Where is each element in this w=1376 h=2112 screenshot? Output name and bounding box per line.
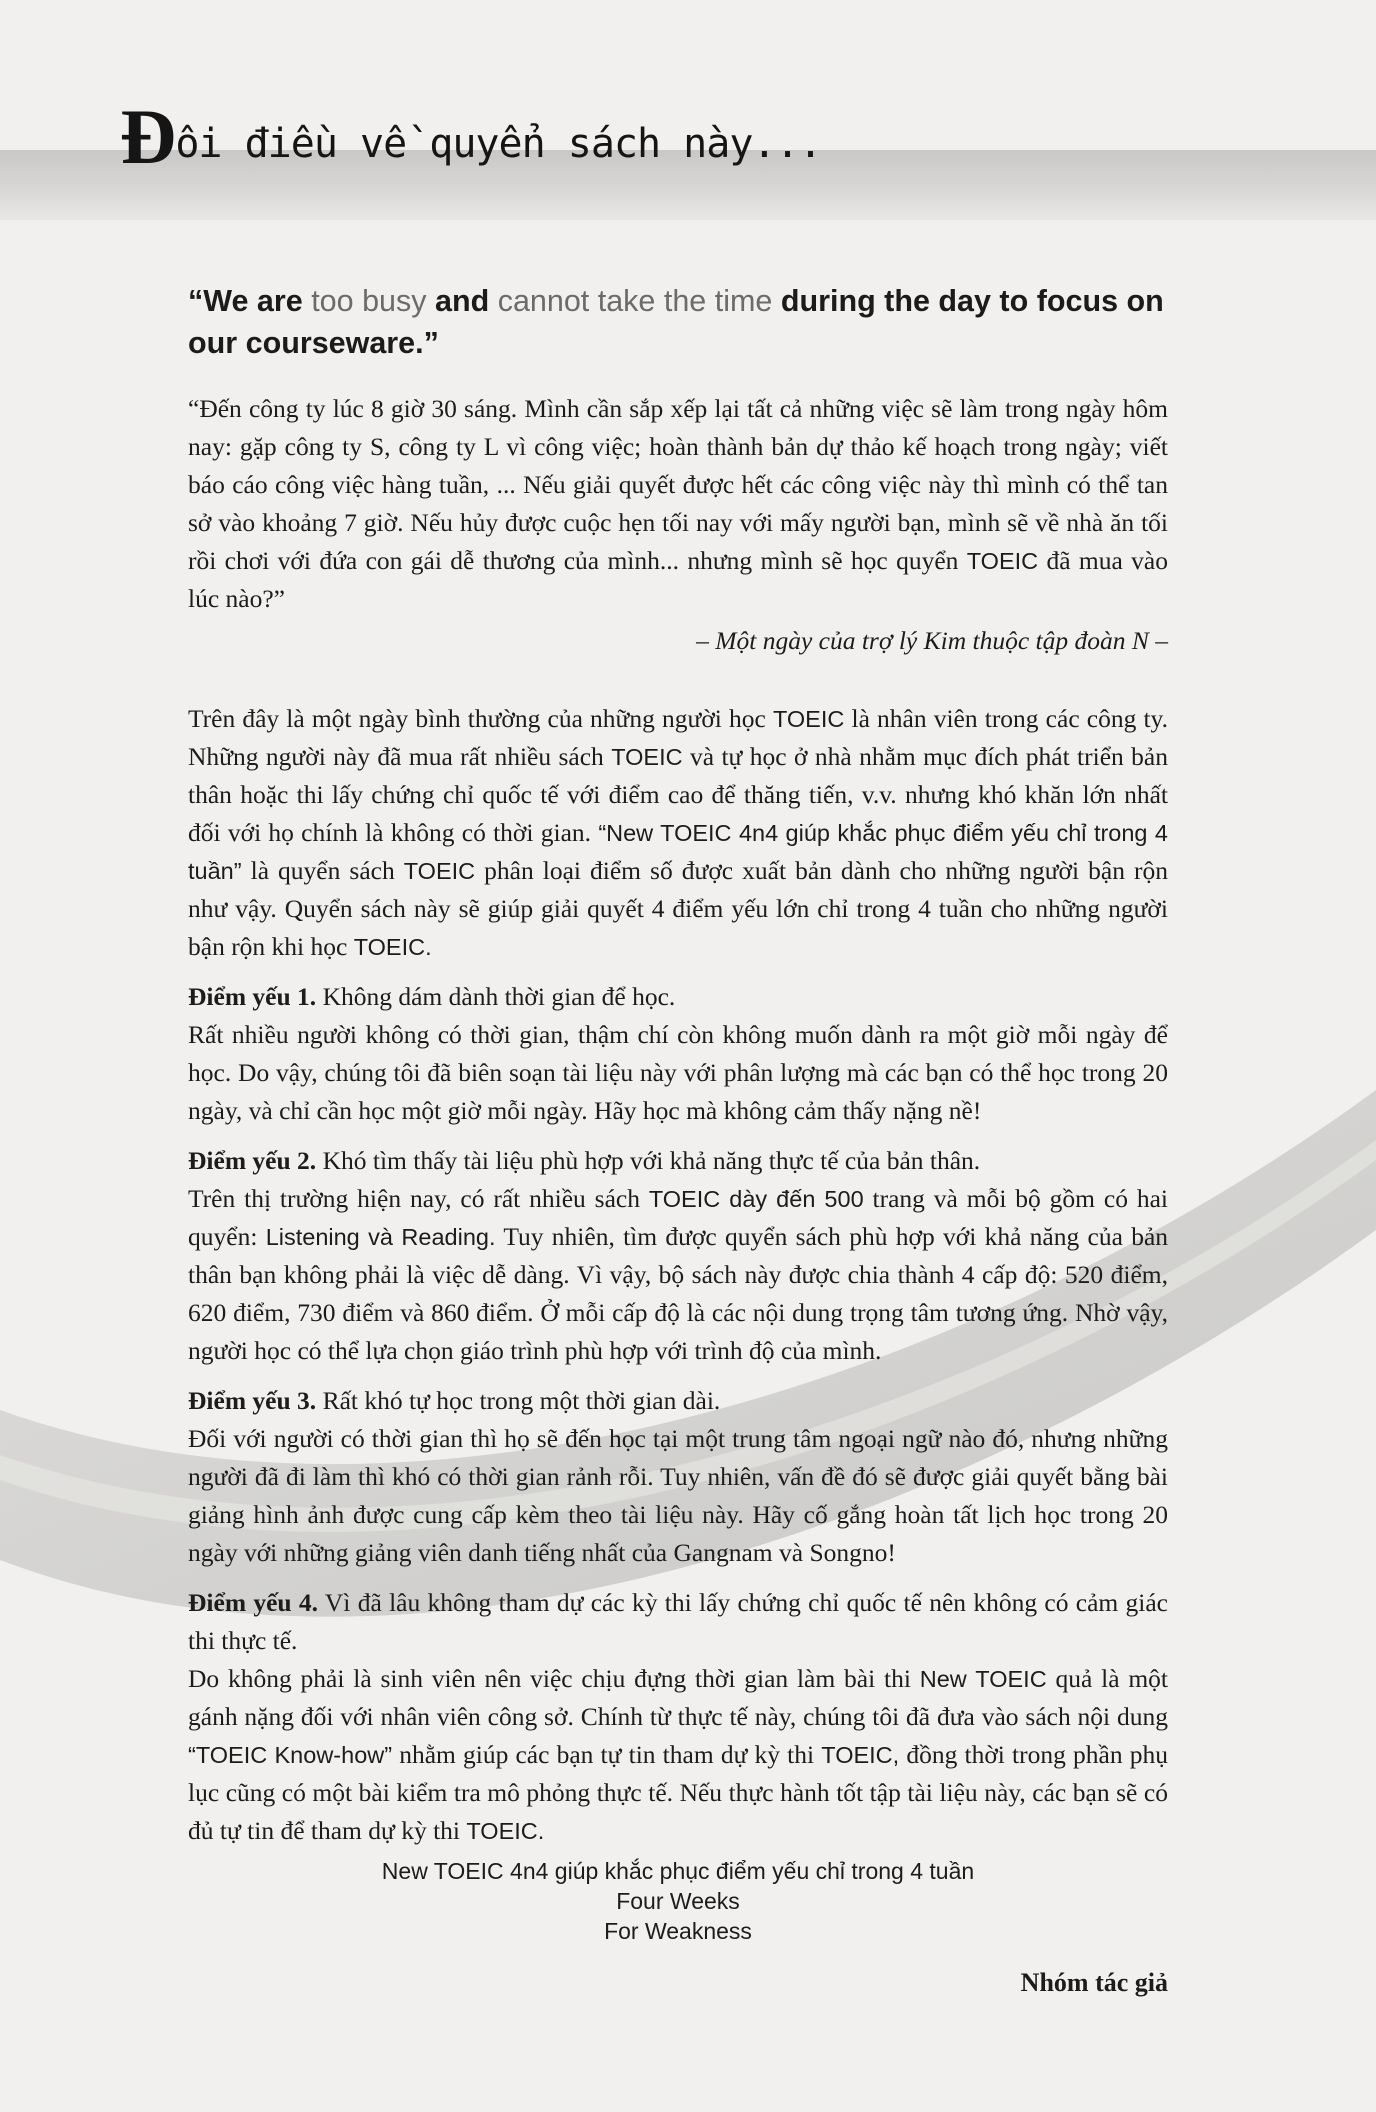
brand-text: TOEIC dày đến 500 [648,1186,864,1212]
weakness-subtitle: Không dám dành thời gian để học. [316,982,676,1011]
weakness-body: Đối với người có thời gian thì họ sẽ đến học tại một trung tâm ngoại ngữ nào đó, nhưng những người đã đi làm thì khó có thời gian rảnh rỗi. Tuy nhiên, vấn đề đó sẽ được giải quyết bằng bài giảng hình ảnh được cung cấp kèm theo tài liệu này. Hãy cố gắng hoàn tất lịch học trong 20 ngày với những giảng viên danh tiếng nhất của Gangnam và Songno! [188,1424,1168,1567]
brand-text: TOEIC. [466,1818,545,1844]
brand-text: TOEIC [966,548,1039,574]
quote-highlight: cannot take the time [497,284,773,318]
weakness-title: Điểm yếu 2. [188,1146,317,1175]
quote-part: and [426,284,498,318]
brand-text: New TOEIC [919,1666,1047,1692]
summary-text: là nhân viên trong các công ty. Những người này đã mua rất nhiều sách [188,704,1169,771]
brand-text: TOEIC [403,858,476,884]
weakness-heading [188,1584,1168,1660]
brand-text: “TOEIC Know-how” [188,1742,393,1768]
weakness-body [188,1180,1168,1370]
weakness-section-2 [188,1142,1168,1370]
intro-text: đã mua vào lúc nào?” [188,546,1168,613]
slogan-line: New TOEIC 4n4 giúp khắc phục điểm yếu chỉ trong 4 tuần [381,1858,975,1884]
summary-paragraph [188,700,1168,966]
summary-text: Trên đây là một ngày bình thường của những người học [188,704,773,733]
weakness-text: quả là một gánh nặng đối với nhân viên công sở. Chính từ thực tế này, chúng tôi đã đưa vào sách nội dung [188,1664,1169,1731]
book-title: “New TOEIC 4n4 giúp khắc phục điểm yếu chỉ trong 4 tuần” [188,820,1168,884]
weakness-body [188,1660,1168,1850]
weakness-subtitle: Khó tìm thấy tài liệu phù hợp với khả năng thực tế của bản thân. [316,1146,981,1175]
brand-text: TOEIC, [821,1742,900,1768]
article-content [188,280,1168,1998]
title-initial: Đ [120,93,176,180]
intro-quote [188,390,1168,618]
weakness-text: trang và mỗi bộ gồm có hai quyển: [188,1184,1168,1251]
author-signature: Nhóm tác giả [1020,1968,1168,1997]
brand-text: Listening và Reading. [265,1224,496,1250]
weakness-title: Điểm yếu 1. [188,982,317,1011]
weakness-text: đồng thời trong phần phụ lục cũng có một bài kiểm tra mô phỏng thực tế. Nếu thực hành tốt tập tài liệu này, các bạn sẽ có đủ tự tin để tham dự kỳ thi [188,1740,1168,1845]
brand-text: TOEIC. [353,934,432,960]
weakness-subtitle: Vì đã lâu không tham dự các kỳ thi lấy chứng chỉ quốc tế nên không có cảm giác thi thực tế. [188,1588,1169,1655]
quote-heading [188,280,1168,364]
brand-text: TOEIC [772,706,845,732]
weakness-text: Trên thị trường hiện nay, có rất nhiều sách [188,1184,649,1213]
weakness-subtitle: Rất khó tự học trong một thời gian dài. [316,1386,721,1415]
weakness-section-1 [188,978,1168,1130]
slogan-line: For Weakness [604,1918,752,1944]
intro-text: “Đến công ty lúc 8 giờ 30 sáng. Mình cần sắp xếp lại tất cả những việc sẽ làm trong ngày hôm nay: gặp công ty S, công ty L vì công việc; hoàn thành bản dự thảo kế hoạch trong ngày; viết báo cáo công việc hàng tuần, ... Nếu giải quyết được hết các công việc này thì mình có thể tan sở vào khoảng 7 giờ. Nếu hủy được cuộc hẹn tối nay với mấy người bạn, mình sẽ về nhà ăn tối rồi chơi với đứa con gái dễ thương của mình... nhưng mình sẽ học quyển [188,394,1168,575]
weakness-heading [188,978,1168,1016]
weakness-heading [188,1142,1168,1180]
weakness-body: Rất nhiều người không có thời gian, thậm chí còn không muốn dành ra một giờ mỗi ngày để học. Do vậy, chúng tôi đã biên soạn tài liệu này với phân lượng mà các bạn có thể học trong 20 ngày, và chỉ cần học một giờ mỗi ngày. Hãy học mà không cảm thấy nặng nề! [188,1020,1168,1125]
weakness-text: Tuy nhiên, tìm được quyển sách phù hợp với khả năng của bản thân bạn không phải là việc dễ dàng. Vì vậy, bộ sách này được chia thành 4 cấp độ: 520 điểm, 620 điểm, 730 điểm và 860 điểm. Ở mỗi cấp độ là các nội dung trọng tâm tương ứng. Nhờ vậy, người học có thể lựa chọn giáo trình phù hợp với trình độ của mình. [188,1222,1169,1365]
quote-highlight: too busy [311,284,427,318]
slogan [188,1856,1168,1946]
quote-part: during the day to focus on our courseware.” [188,284,1164,360]
slogan-line: Four Weeks [616,1888,740,1914]
page-title [120,92,822,182]
weakness-section-3 [188,1382,1168,1572]
summary-text: là quyển sách [241,856,404,885]
summary-text: và tự học ở nhà nhằm mục đích phát triển bản thân hoặc thi lấy chứng chỉ quốc tế với điểm cao để thăng tiến, v.v. nhưng khó khăn lớn nhất đối với họ chính là không có thời gian. [188,742,1168,847]
brand-text: TOEIC [611,744,683,770]
summary-text: phân loại điểm số được xuất bản dành cho những người bận rộn như vậy. Quyển sách này sẽ giúp giải quyết 4 điểm yếu lớn chỉ trong 4 tuần cho những người bận rộn khi học [188,856,1168,961]
weakness-section-4 [188,1584,1168,1850]
weakness-text: Do không phải là sinh viên nên việc chịu đựng thời gian làm bài thi [188,1664,920,1693]
quote-attribution: – Một ngày của trợ lý Kim thuộc tập đoàn N – [696,626,1168,655]
weakness-heading [188,1382,1168,1420]
quote-part: “We are [188,284,312,318]
weakness-text: nhằm giúp các bạn tự tin tham dự kỳ thi [392,1740,822,1769]
title-text: ôi điều về quyển sách này... [175,121,822,167]
weakness-title: Điểm yếu 4. [188,1588,319,1617]
weakness-title: Điểm yếu 3. [188,1386,317,1415]
